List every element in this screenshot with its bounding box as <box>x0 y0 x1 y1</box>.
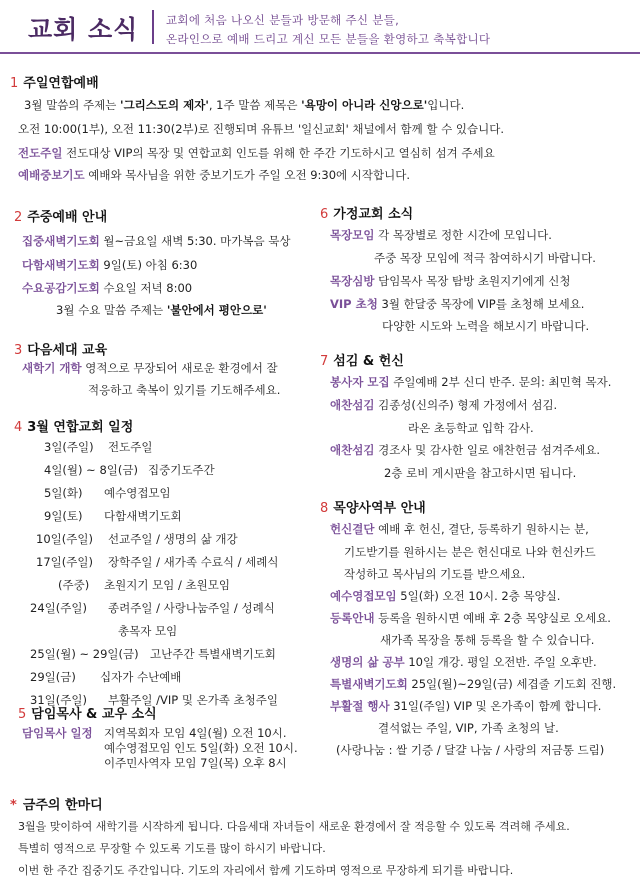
schedule-date: 5일(화) <box>44 486 83 500</box>
s1-line-4: 예배중보기도 예배와 목사님을 위한 중보기도가 주일 오전 9:30에 시작합니다. <box>18 168 410 182</box>
s8-line-6: 새가족 목장을 통해 등록을 할 수 있습니다. <box>380 633 595 647</box>
s3-line-2: 적응하고 축복이 있기를 기도해주세요. <box>88 383 281 397</box>
s7-line-5: 2층 로비 게시판을 참고하시면 됩니다. <box>384 466 577 480</box>
schedule-event: 고난주간 특별새벽기도회 <box>150 647 276 661</box>
s1-line-3: 전도주일 전도대상 VIP의 목장 및 연합교회 인도를 위해 한 주간 기도하시고 열심히 섬겨 주세요 <box>18 146 495 160</box>
welcome-line-2: 온라인으로 예배 드리고 계신 모든 분들을 환영하고 축복합니다 <box>166 32 491 46</box>
schedule-date: 17일(주일) <box>36 555 93 569</box>
s8-line-7: 생명의 삶 공부 10일 개강. 평일 오전반. 주일 오후반. <box>330 655 597 669</box>
s9-line-3: 이번 한 주간 집중기도 주간입니다. 기도의 자리에서 함께 기도하며 영적으로 무장하게 되기를 바랍니다. <box>18 864 514 877</box>
schedule-date: 31일(주일) <box>30 693 87 707</box>
s8-line-10: 결석없는 주일, VIP, 가족 초청의 날. <box>378 721 559 735</box>
s2-line-3: 수요공감기도회 수요일 저녁 8:00 <box>22 281 193 295</box>
section-9-title: * 금주의 한마디 <box>10 798 103 813</box>
schedule-event: 다함새벽기도회 <box>104 509 182 523</box>
page-title: 교회 소식 <box>28 15 139 44</box>
s9-line-1: 3월을 맞이하여 새학기를 시작하게 됩니다. 다음세대 자녀들이 새로운 환경에서 잘 적응할 수 있도록 격려해 주세요. <box>18 820 570 833</box>
s8-line-5: 등록안내 등록을 원하시면 예배 후 2층 목양실로 오세요. <box>330 611 611 625</box>
s7-line-4: 애찬섬김 경조사 및 감사한 일로 애찬헌금 섬겨주세요. <box>330 443 600 457</box>
schedule-event: 총목자 모임 <box>118 624 178 638</box>
s1-line-1: 3월 말씀의 주제는 '그리스도의 제자', 1주 말씀 제목은 '욕망이 아니라 신앙으로'입니다. <box>24 98 465 112</box>
s5-line-2: 예수영접모임 인도 5일(화) 오전 10시. <box>104 741 298 755</box>
schedule-event: 초원지기 모임 / 초원모임 <box>104 578 230 592</box>
header-divider <box>0 52 640 54</box>
s5-label: 담임목사 일정 <box>22 726 93 740</box>
title-divider <box>152 10 154 44</box>
section-number: 1 <box>10 76 19 91</box>
s5-line-3: 이주민사역자 모임 7일(목) 오후 8시 <box>104 756 287 770</box>
schedule-event: 종려주일 / 사랑나눔주일 / 성례식 <box>108 601 275 615</box>
schedule-event: 장학주일 / 새가족 수료식 / 세례식 <box>108 555 279 569</box>
s5-line-1: 지역목회자 모임 4일(월) 오전 10시. <box>104 726 287 740</box>
s8-line-9: 부활절 행사 31일(주일) VIP 및 온가족이 함께 합니다. <box>330 699 602 713</box>
schedule-date: 24일(주일) <box>30 601 87 615</box>
s2-line-2: 다함새벽기도회 9일(토) 아침 6:30 <box>22 258 198 272</box>
s7-line-1: 봉사자 모집 주일예배 2부 신디 반주. 문의: 최민혁 목자. <box>330 375 612 389</box>
section-1-title: 1 주일연합예배 <box>10 76 99 91</box>
s6-line-4: VIP 초청 3월 한달중 목장에 VIP를 초청해 보세요. <box>330 297 585 311</box>
schedule-date: 29일(금) <box>30 670 76 684</box>
s7-line-3: 라온 초등학교 입학 감사. <box>408 421 534 435</box>
s8-line-8: 특별새벽기도회 25일(월)~29일(금) 세겹줄 기도회 진행. <box>330 677 617 691</box>
schedule-date: 4일(월) ~ 8일(금) <box>44 463 138 477</box>
s9-line-2: 특별히 영적으로 무장할 수 있도록 기도를 많이 하시기 바랍니다. <box>18 842 326 855</box>
star-marker: * <box>10 798 17 813</box>
s8-line-3: 작성하고 목사님의 기도를 받으세요. <box>344 567 526 581</box>
schedule-date: (주중) <box>58 578 90 592</box>
schedule-event: 십자가 수난예배 <box>100 670 182 684</box>
section-4-title: 4 3월 연합교회 일정 <box>14 420 134 435</box>
section-2-title: 2 주중예배 안내 <box>14 210 108 225</box>
s2-line-1: 집중새벽기도회 월~금요일 새벽 5:30. 마가복음 묵상 <box>22 234 291 248</box>
s2-line-4: 3월 수요 말씀 주제는 '불안에서 평안으로' <box>56 303 267 317</box>
s8-line-11: (사랑나눔 : 쌀 기증 / 달걀 나눔 / 사랑의 저금통 드림) <box>336 743 605 757</box>
schedule-date: 25일(월) ~ 29일(금) <box>30 647 139 661</box>
section-3-title: 3 다음세대 교육 <box>14 343 108 358</box>
s1-line-2: 오전 10:00(1부), 오전 11:30(2부)로 진행되며 유튜브 '일신교회' 채널에서 함께 할 수 있습니다. <box>18 122 504 136</box>
welcome-message <box>166 11 490 49</box>
section-7-title: 7 섬김 & 헌신 <box>320 354 404 369</box>
s8-line-4: 예수영접모임 5일(화) 오전 10시. 2층 목양실. <box>330 589 561 603</box>
schedule-date: 10일(주일) <box>36 532 93 546</box>
label-intercession: 예배중보기도 <box>18 168 85 182</box>
section-6-title: 6 가정교회 소식 <box>320 207 414 222</box>
schedule-event: 집중기도주간 <box>148 463 215 477</box>
page-header <box>0 0 640 52</box>
section-5-title: 5 담임목사 & 교우 소식 <box>18 707 157 722</box>
schedule-event: 전도주일 <box>108 440 153 454</box>
s6-line-3: 목장심방 담임목사 목장 탐방 초원지기에게 신청 <box>330 274 571 288</box>
s8-line-1: 헌신결단 예배 후 헌신, 결단, 등록하기 원하시는 분, <box>330 522 589 536</box>
s7-line-2: 애찬섬김 김종성(신의주) 형제 가정에서 섬김. <box>330 398 558 412</box>
schedule-date: 3일(주일) <box>44 440 94 454</box>
s8-line-2: 기도받기를 원하시는 분은 헌신대로 나와 헌신카드 <box>344 545 596 559</box>
s6-line-5: 다양한 시도와 노력을 해보시기 바랍니다. <box>382 319 590 333</box>
schedule-date: 9일(토) <box>44 509 83 523</box>
schedule-event: 예수영접모임 <box>104 486 171 500</box>
schedule-event: 부활주일 /VIP 및 온가족 초청주일 <box>108 693 278 707</box>
welcome-line-1: 교회에 처음 나오신 분들과 방문해 주신 분들, <box>166 13 400 27</box>
s6-line-1: 목장모임 각 목장별로 정한 시간에 모입니다. <box>330 228 552 242</box>
s3-line-1: 새학기 개학 영적으로 무장되어 새로운 환경에서 잘 <box>22 361 278 375</box>
label-evangelism-sunday: 전도주일 <box>18 146 63 160</box>
s6-line-2: 주중 목장 모임에 적극 참여하시기 바랍니다. <box>374 251 596 265</box>
section-8-title: 8 목양사역부 안내 <box>320 501 426 516</box>
schedule-event: 선교주일 / 생명의 삶 개강 <box>108 532 238 546</box>
